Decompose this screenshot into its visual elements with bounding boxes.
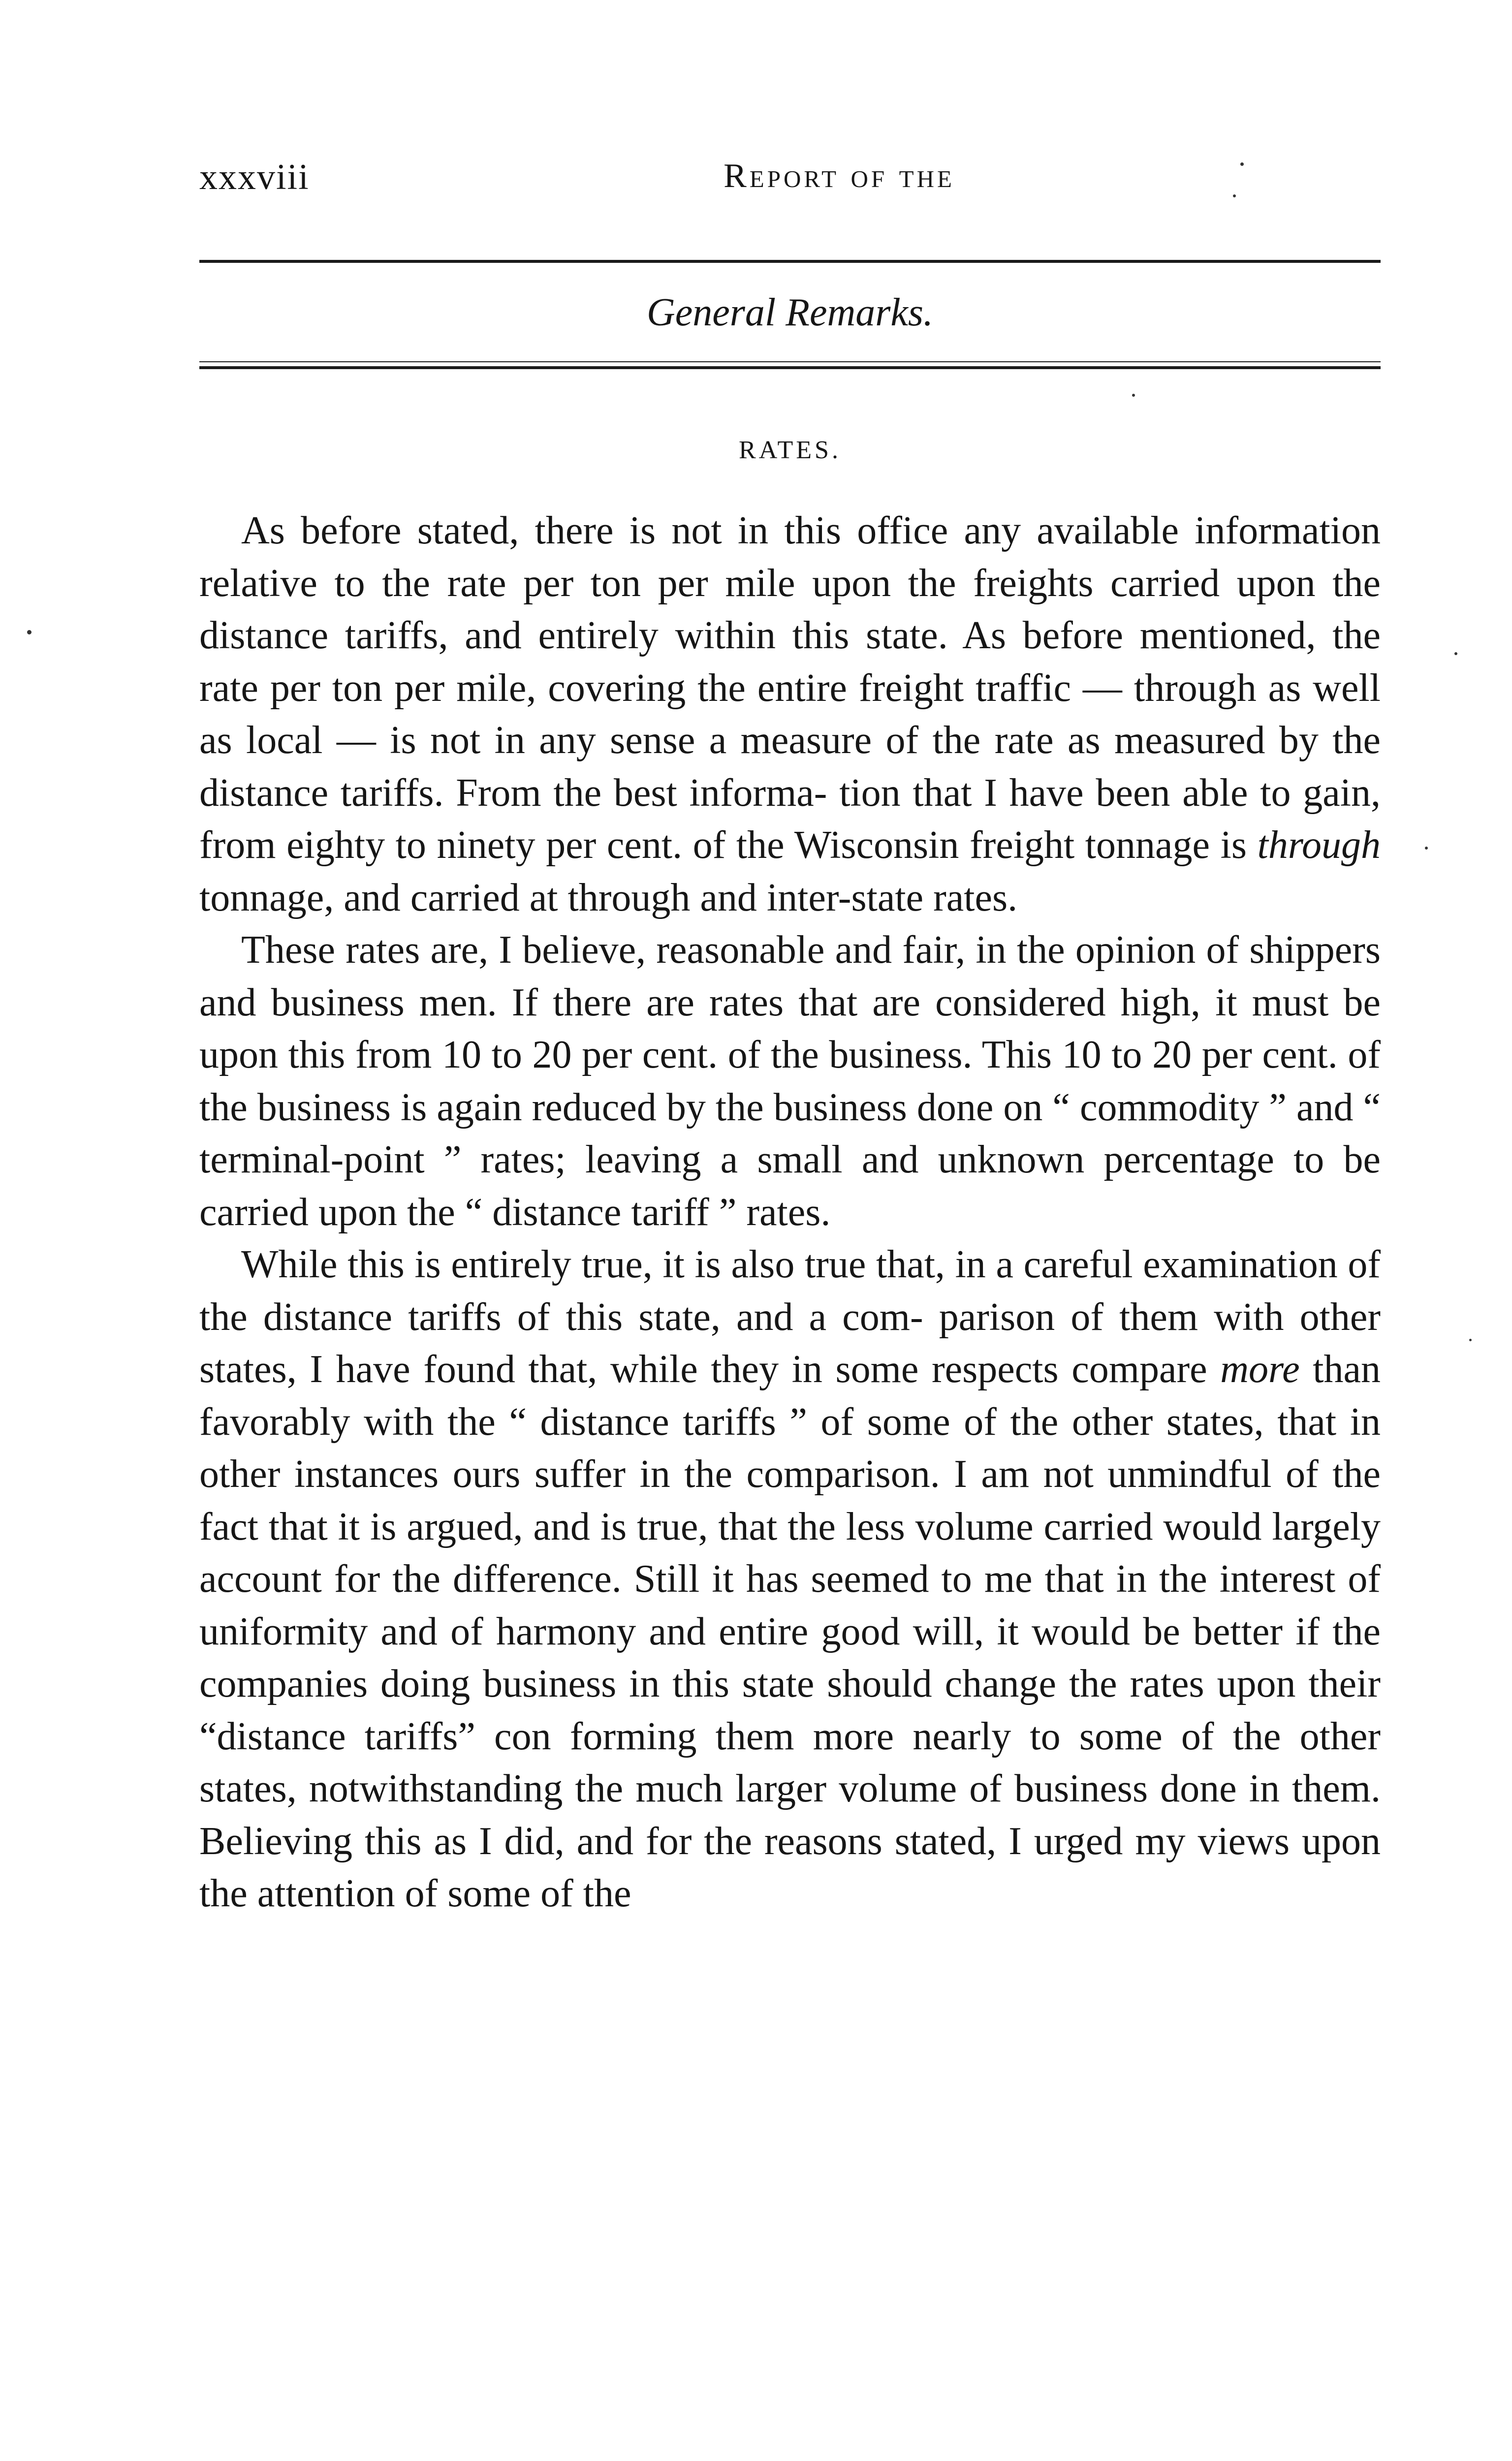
paragraph-text: These rates are, I believe, reasonable and fair, in the opinion of shippers and business men. If there are rates that are considered high, it must be upon this from 10 to 20 per cent. of the business. This 10 to 20 per cent. of the business is again reduced by the business done on “ commodity ” and “ terminal-point ” rates; leaving a small and unknown percentage to be carried upon the “ distance tariff ” rates. [199, 928, 1381, 1234]
print-speck [27, 630, 32, 634]
print-speck [1454, 652, 1457, 655]
paragraph-text: tonnage, and carried at through and inter-state rates. [199, 876, 1018, 919]
section-title: General Remarks. [646, 291, 934, 334]
section-subheading: RATES. [739, 436, 841, 464]
body-text [199, 505, 1381, 1920]
running-head: Report of the [724, 157, 955, 195]
paragraph-text: than favorably with the “ distance tariffs ” of some of the other states, that in other instances ours suffer in the comparison. I am not unmindful of the fact that it is argued, and is true, that the less volume carried would largely account for the difference. Still it has seemed to me that in the interest of uniformity and of harmony and entire good will, it would be better if the companies doing business in this state should change the rates upon their “distance tariffs” con forming them more nearly to some of the other states, notwithstanding the much larger volume of business done in them. Believing this as I did, and for the reasons stated, I urged my views upon the attention of some of the [199, 1348, 1381, 1915]
italic-emphasis: more [1220, 1348, 1300, 1391]
paragraph-text: While this is entirely true, it is also true that, in a careful examination of the distance tariffs of this state, and a com- parison of them with other states, I have found that, while they in some respects compare [199, 1243, 1381, 1391]
body-paragraph [199, 505, 1381, 924]
print-speck [1469, 1339, 1472, 1341]
body-paragraph [199, 924, 1381, 1238]
print-speck [1132, 394, 1135, 397]
body-paragraph [199, 1238, 1381, 1920]
header-rule-bottom [199, 366, 1381, 369]
print-speck [1233, 194, 1236, 197]
print-speck [1240, 162, 1244, 166]
page-number: xxxviii [199, 157, 310, 197]
page-header [199, 157, 1381, 211]
print-speck [1425, 847, 1428, 850]
italic-emphasis: through [1257, 823, 1381, 867]
header-rule-top [199, 260, 1381, 263]
paragraph-text: As before stated, there is not in this office any available information relative to the rate per ton per mile upon the freights carried upon the distance tariffs, and entirely within this state. As before mentioned, the rate per ton per mile, covering the entire freight traffic — through as well as local — is not in any sense a measure of the rate as measured by the distance tariffs. From the best informa- tion that I have been able to gain, from eighty to ninety per cent. of the Wisconsin freight tonnage is [199, 509, 1381, 867]
